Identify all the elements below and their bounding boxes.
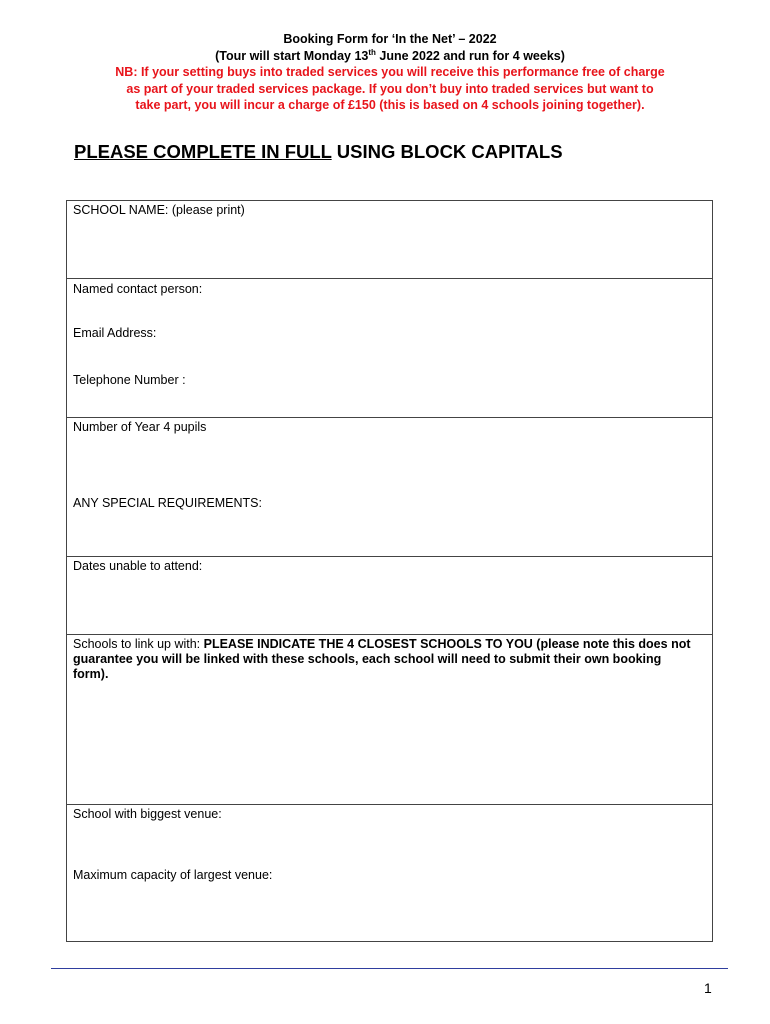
special-requirements-label: ANY SPECIAL REQUIREMENTS: xyxy=(73,496,262,510)
school-name-section[interactable] xyxy=(67,201,712,278)
tour-dates-end: June 2022 and run for 4 weeks) xyxy=(375,48,565,63)
ordinal-suffix: th xyxy=(368,47,376,57)
schools-link-instruction: PLEASE INDICATE THE 4 CLOSEST SCHOOLS TO YOU (please note this does not guarantee you will be linked with these schools, each school will need to submit their own booking form). xyxy=(73,637,691,681)
footer-rule xyxy=(51,968,728,969)
page-number: 1 xyxy=(704,980,712,996)
max-capacity-label: Maximum capacity of largest venue: xyxy=(73,868,273,882)
nb-notice-line-3: take part, you will incur a charge of £150 (this is based on 4 schools joining together). xyxy=(135,98,645,112)
schools-link-prefix: Schools to link up with: xyxy=(73,637,204,651)
school-name-label: SCHOOL NAME: (please print) xyxy=(73,203,245,217)
nb-notice-line-1: NB: If your setting buys into traded services you will receive this performance free of charge xyxy=(115,65,665,79)
booking-form-table xyxy=(66,200,713,942)
tour-dates-start: (Tour will start Monday 13 xyxy=(215,48,369,63)
form-title: Booking Form for ‘In the Net’ – 2022 xyxy=(283,32,497,46)
email-address-label: Email Address: xyxy=(73,326,157,340)
nb-notice-line-2: as part of your traded services package. If you don’t buy into traded services but want to xyxy=(126,81,654,96)
contact-person-label: Named contact person: xyxy=(73,282,203,296)
tour-dates xyxy=(40,48,740,65)
form-header xyxy=(40,31,740,114)
biggest-venue-label: School with biggest venue: xyxy=(73,807,222,821)
pupils-requirements-section[interactable] xyxy=(67,417,712,556)
instruction-rest: USING BLOCK CAPITALS xyxy=(331,141,563,162)
completion-instruction xyxy=(74,141,563,163)
dates-section[interactable] xyxy=(67,556,712,634)
dates-unable-label: Dates unable to attend: xyxy=(73,559,203,573)
schools-link-label xyxy=(73,637,698,682)
schools-link-section[interactable] xyxy=(67,634,712,804)
venue-section[interactable] xyxy=(67,804,712,943)
contact-details-section[interactable] xyxy=(67,278,712,417)
year4-pupils-label: Number of Year 4 pupils xyxy=(73,420,207,434)
instruction-underlined: PLEASE COMPLETE IN FULL xyxy=(74,141,332,162)
telephone-number-label: Telephone Number : xyxy=(73,373,186,387)
